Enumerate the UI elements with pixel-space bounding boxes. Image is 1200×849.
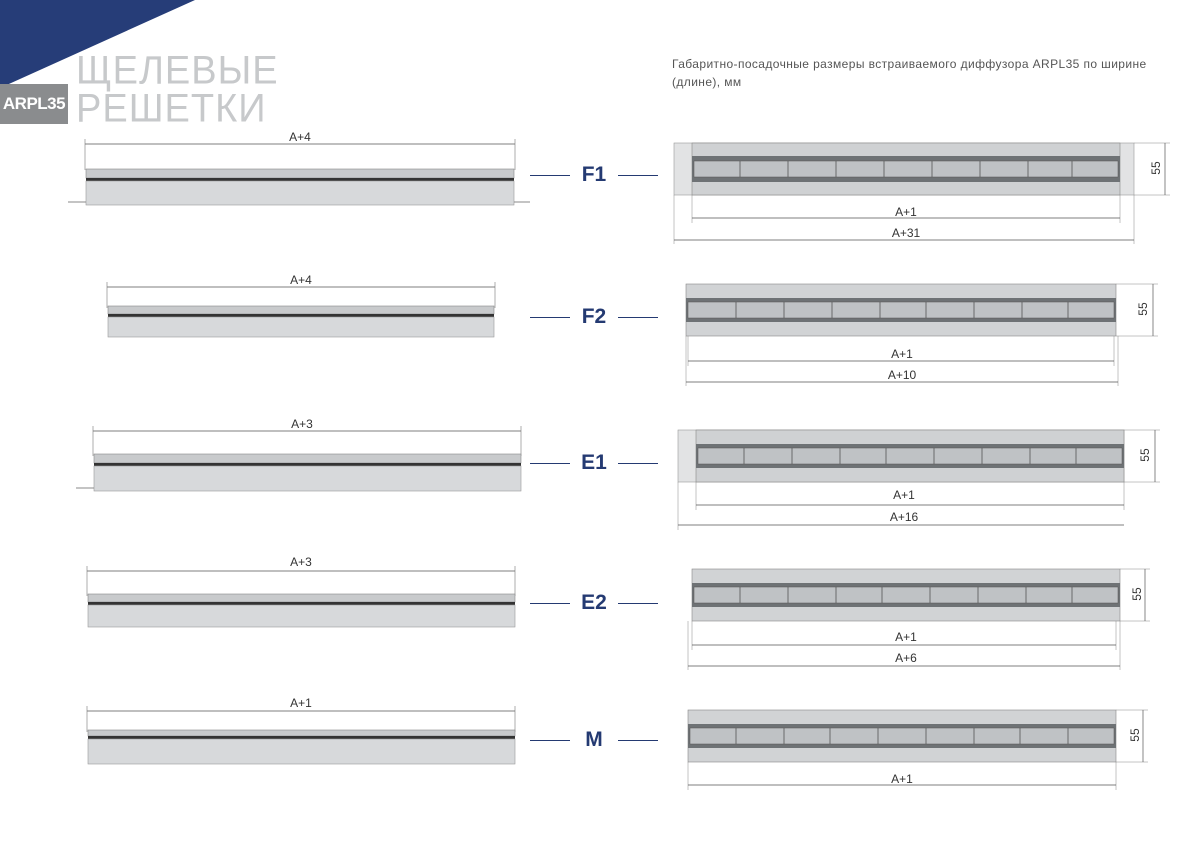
row-e2 [0, 552, 1200, 672]
left-dim-label: A+4 [290, 273, 312, 287]
row-f1 [0, 125, 1200, 245]
right-dim-outer: A+16 [889, 510, 919, 524]
left-dim-label: A+3 [290, 555, 312, 569]
row-m [0, 692, 1200, 812]
type-label-e2: E2 [530, 591, 658, 615]
description-text: Габаритно-посадочные размеры встраиваемого диффузора ARPL35 по ширине (длине), мм [672, 57, 1147, 89]
height-dim: 55 [1136, 302, 1150, 316]
right-dim-outer: A+10 [887, 368, 917, 382]
brand-title-line2: РЕШЕТКИ [76, 86, 267, 131]
model-badge: ARPL35 [0, 84, 68, 124]
row-f2 [0, 268, 1200, 388]
right-dim-inner: A+1 [891, 347, 913, 361]
left-dim-label: A+4 [289, 130, 311, 144]
type-label-f2: F2 [530, 305, 658, 329]
brand-title [76, 49, 306, 131]
right-dim-inner: A+1 [891, 772, 913, 786]
height-dim: 55 [1130, 587, 1144, 601]
type-label-e1: E1 [530, 451, 658, 475]
right-dim-inner: A+1 [895, 630, 917, 644]
drawing-m [0, 692, 1200, 812]
height-dim: 55 [1138, 448, 1152, 462]
right-dim-outer: A+31 [891, 226, 921, 240]
height-dim: 55 [1128, 728, 1142, 742]
type-label-f1: F1 [530, 163, 658, 187]
height-dim: 55 [1149, 161, 1163, 175]
left-dim-label: A+3 [291, 417, 313, 431]
brand-title-line1: ЩЕЛЕВЫЕ [76, 49, 279, 94]
row-e1 [0, 412, 1200, 532]
right-dim-inner: A+1 [893, 488, 915, 502]
left-dim-label: A+1 [290, 696, 312, 710]
right-dim-outer: A+6 [895, 651, 917, 665]
type-label-m: M [530, 728, 658, 752]
right-dim-inner: A+1 [895, 205, 917, 219]
